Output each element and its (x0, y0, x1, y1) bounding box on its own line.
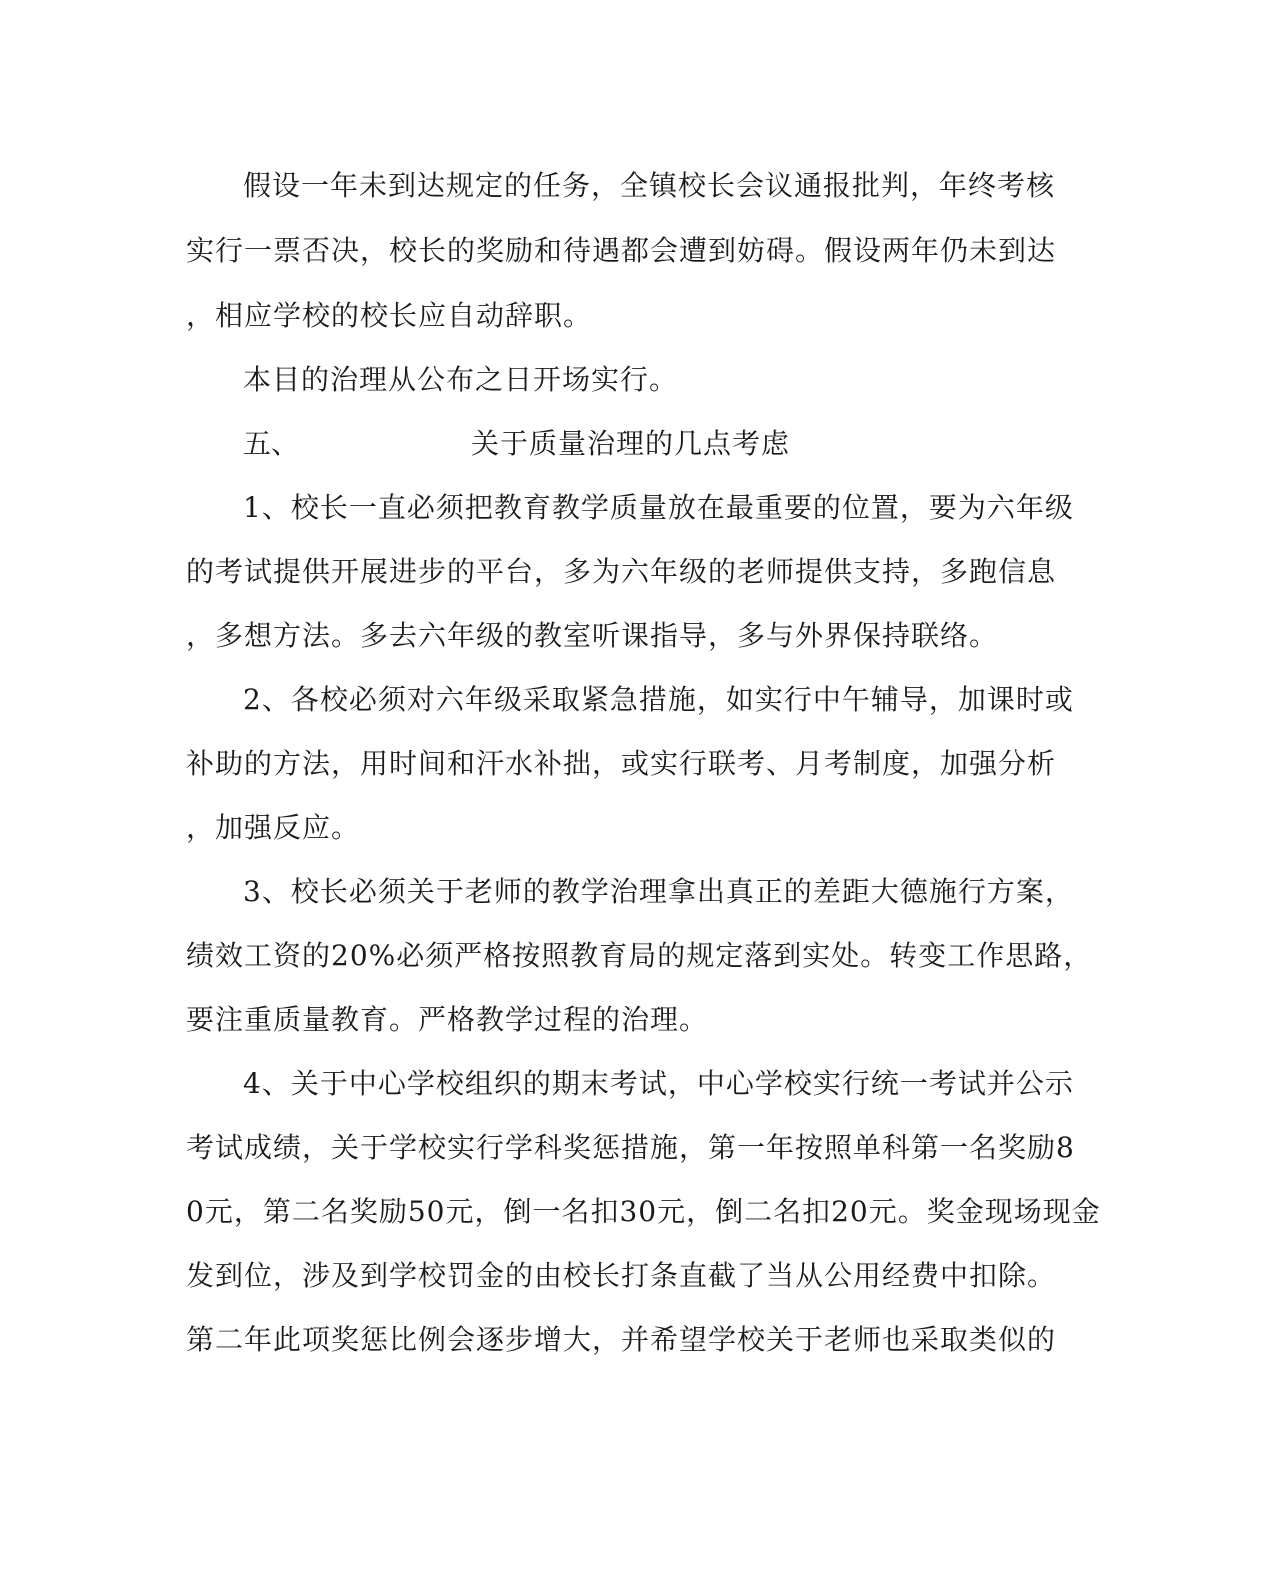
paragraph-line: 实行一票否决，校长的奖励和待遇都会遭到妨碍。假设两年仍未到达 (186, 234, 1057, 267)
paragraph-line: ，相应学校的校长应自动辞职。 (186, 299, 593, 332)
paragraph-line: 补助的方法，用时间和汗水补拙，或实行联考、月考制度，加强分析 (186, 747, 1057, 780)
paragraph-line: 绩效工资的20%必须严格按照教育局的规定落到实处。转变工作思路， (186, 939, 1093, 972)
paragraph-line: 1、校长一直必须把教育教学质量放在最重要的位置，要为六年级 (243, 491, 1074, 524)
paragraph-line: ，加强反应。 (186, 811, 361, 844)
paragraph-line: 发到位，涉及到学校罚金的由校长打条直截了当从公用经费中扣除。 (186, 1259, 1057, 1292)
paragraph-line: 假设一年未到达规定的任务，全镇校长会议通报批判，年终考核 (243, 169, 1056, 202)
paragraph-line: 3、校长必须关于老师的教学治理拿出真正的差距大德施行方案， (243, 875, 1074, 908)
paragraph-line: ，多想方法。多去六年级的教室听课指导，多与外界保持联络。 (186, 619, 999, 652)
section-title: 关于质量治理的几点考虑 (471, 427, 791, 460)
paragraph-line: 考试成绩，关于学校实行学科奖惩措施，第一年按照单科第一名奖励8 (186, 1131, 1075, 1164)
paragraph-line: 0元，第二名奖励50元，倒一名扣30元，倒二名扣20元。奖金现场现金 (186, 1195, 1101, 1228)
section-number: 五、 (243, 427, 300, 460)
paragraph-line: 4、关于中心学校组织的期末考试，中心学校实行统一考试并公示 (243, 1067, 1074, 1100)
paragraph-line: 的考试提供开展进步的平台，多为六年级的老师提供支持，多跑信息 (186, 555, 1057, 588)
paragraph-line: 第二年此项奖惩比例会逐步增大，并希望学校关于老师也采取类似的 (186, 1323, 1057, 1356)
paragraph-line: 要注重质量教育。严格教学过程的治理。 (186, 1003, 709, 1036)
paragraph-line: 本目的治理从公布之日开场实行。 (243, 363, 679, 396)
paragraph-line: 2、各校必须对六年级采取紧急措施，如实行中午辅导，加课时或 (243, 683, 1074, 716)
